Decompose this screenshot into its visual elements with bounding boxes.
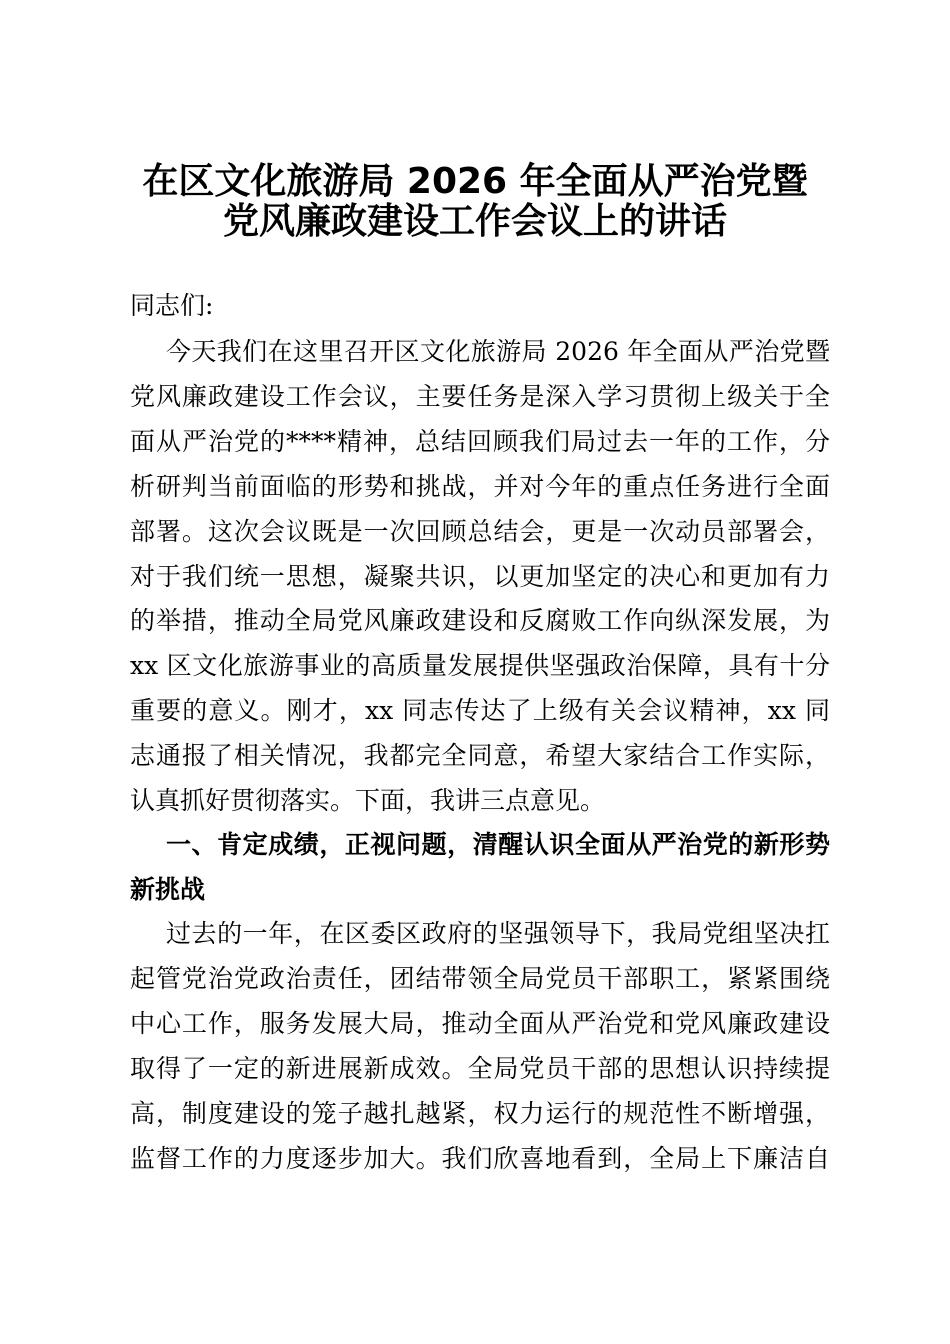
paragraph-2-line: 过去的一年，在区委区政府的坚强领导下，我局党组坚决扛	[166, 919, 830, 948]
paragraph-2-line: 起管党治党政治责任，团结带领全局党员干部职工，紧紧围绕	[130, 964, 830, 993]
paragraph-2-line: 取得了一定的新进展新成效。全局党员干部的思想认识持续提	[130, 1054, 830, 1083]
paragraph-1-line: 析研判当前面临的形势和挑战，并对今年的重点任务进行全面	[130, 472, 830, 501]
paragraph-2-line: 监督工作的力度逐步加大。我们欣喜地看到，全局上下廉洁自	[130, 1144, 830, 1173]
paragraph-1-line: xx 区文化旅游事业的高质量发展提供坚强政治保障，具有十分	[130, 651, 830, 680]
paragraph-1-line: 志通报了相关情况，我都完全同意，希望大家结合工作实际，	[130, 741, 830, 770]
paragraph-1-line: 党风廉政建设工作会议，主要任务是深入学习贯彻上级关于全	[130, 382, 830, 411]
paragraph-2-line: 中心工作，服务发展大局，推动全面从严治党和党风廉政建设	[130, 1009, 830, 1038]
paragraph-1-line: 认真抓好贯彻落实。下面，我讲三点意见。	[130, 786, 606, 815]
section-heading-1-line: 新挑战	[130, 875, 206, 904]
paragraph-1-line: 重要的意义。刚才，xx 同志传达了上级有关会议精神，xx 同	[130, 696, 830, 725]
paragraph-1-line: 面从严治党的****精神，总结回顾我们局过去一年的工作，分	[130, 427, 830, 456]
paragraph-1-line: 的举措，推动全局党风廉政建设和反腐败工作向纵深发展，为	[130, 606, 830, 635]
paragraph-1-line: 对于我们统一思想，凝聚共识，以更加坚定的决心和更加有力	[130, 562, 830, 591]
document-title-line-1: 在区文化旅游局 2026 年全面从严治党暨	[142, 161, 808, 202]
paragraph-1-line: 今天我们在这里召开区文化旅游局 2026 年全面从严治党暨	[166, 337, 830, 366]
document-title-line-2: 党风廉政建设工作会议上的讲话	[222, 201, 727, 242]
paragraph-2-line: 高，制度建设的笼子越扎越紧，权力运行的规范性不断增强，	[130, 1099, 830, 1128]
salutation: 同志们:	[130, 291, 214, 320]
paragraph-1-line: 部署。这次会议既是一次回顾总结会，更是一次动员部署会，	[130, 517, 830, 546]
section-heading-1-line: 一、肯定成绩，正视问题，清醒认识全面从严治党的新形势	[166, 830, 830, 859]
